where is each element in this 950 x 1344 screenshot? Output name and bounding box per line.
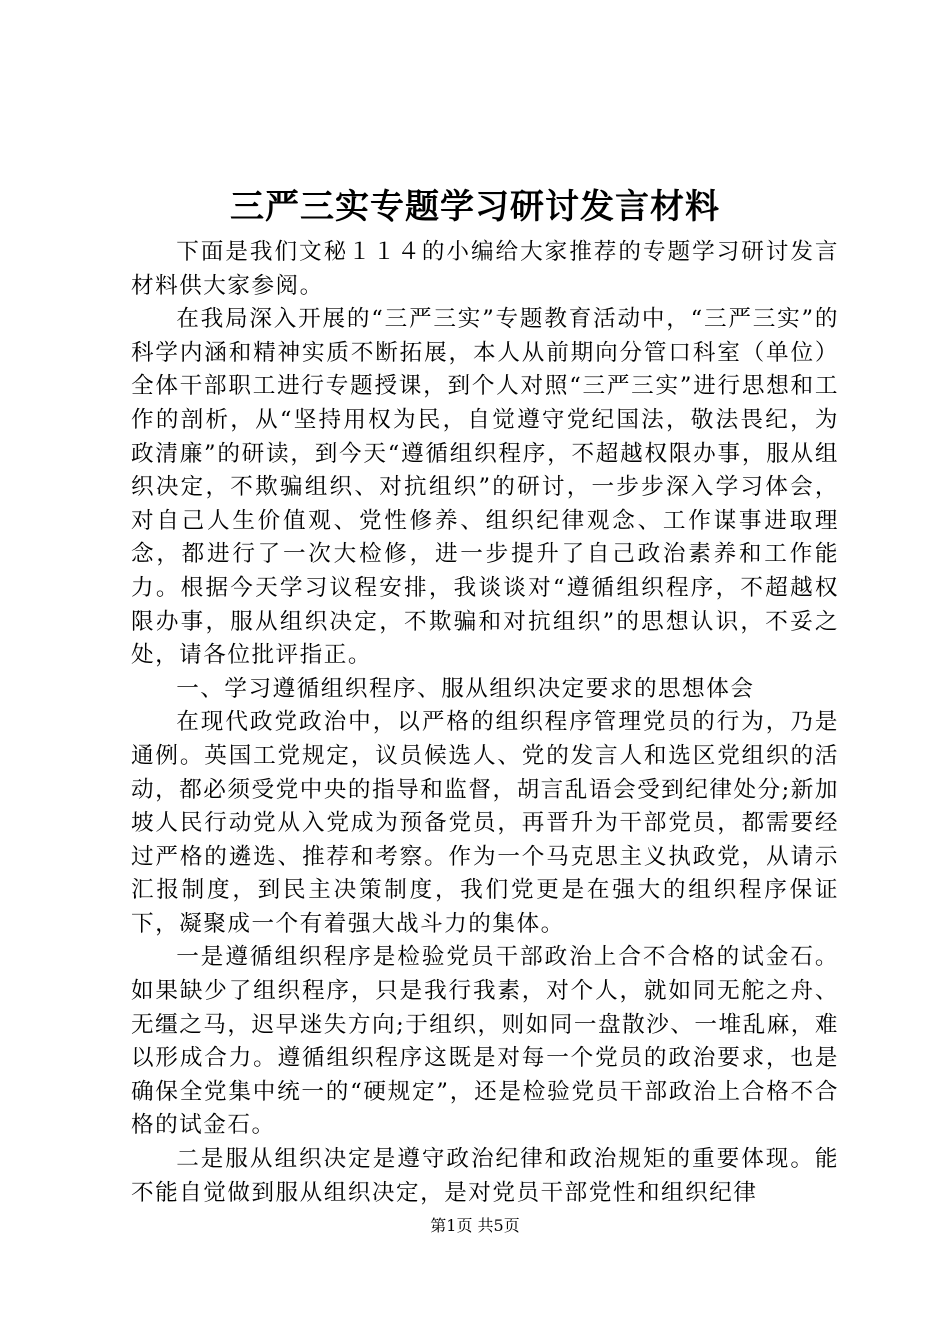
paragraph-background: 在我局深入开展的“三严三实”专题教育活动中，“三严三实”的科学内涵和精神实质不断拓展，本人从前期向分管口科室（单位）全体干部职工进行专题授课，到个人对照“三严三实”进行思想和工作的剖析，从“坚持用权为民，自觉遵守党纪国法，敬法畏纪，为政清廉”的研读，到今天“遵循组织程序，不超越权限办事，服从组织决定，不欺骗组织、对抗组织”的研讨，一步步深入学习体会，对自己人生价值观、党性修养、组织纪律观念、工作谋事进取理念，都进行了一次大检修，进一步提升了自己政治素养和工作能力。根据今天学习议程安排，我谈谈对“遵循组织程序，不超越权限办事，服从组织决定，不欺骗和对抗组织”的思想认识，不妥之处，请各位批评指正。: [131, 306, 839, 669]
paragraph-point-two: 二是服从组织决定是遵守政治纪律和政治规矩的重要体现。能不能自觉做到服从组织决定，是对党员干部党性和组织纪律: [131, 1146, 839, 1206]
section-heading-1: 一、学习遵循组织程序、服从组织决定要求的思想体会: [176, 675, 755, 702]
paragraph-point-one: 一是遵循组织程序是检验党员干部政治上合不合格的试金石。如果缺少了组织程序，只是我行我素，对个人，就如同无舵之舟、无缰之马，迟早迷失方向;于组织，则如同一盘散沙、一堆乱麻，难以形成合力。遵循组织程序这既是对每一个党员的政治要求，也是确保全党集中统一的“硬规定”，还是检验党员干部政治上合格不合格的试金石。: [131, 944, 839, 1139]
paragraph-intro: 下面是我们文秘１１４的小编给大家推荐的专题学习研讨发言材料供大家参阅。: [131, 239, 839, 299]
document-title: 三严三实专题学习研讨发言材料: [230, 187, 720, 227]
document-body: [131, 236, 839, 1210]
page-number-footer: 第1页 共5页: [430, 1216, 520, 1235]
paragraph-party-politics: 在现代政党政治中，以严格的组织程序管理党员的行为，乃是通例。英国工党规定，议员候选人、党的发言人和选区党组织的活动，都必须受党中央的指导和监督，胡言乱语会受到纪律处分;新加坡人民行动党从入党成为预备党员，再晋升为干部党员，都需要经过严格的遴选、推荐和考察。作为一个马克思主义执政党，从请示汇报制度，到民主决策制度，我们党更是在强大的组织程序保证下，凝聚成一个有着强大战斗力的集体。: [131, 709, 839, 937]
